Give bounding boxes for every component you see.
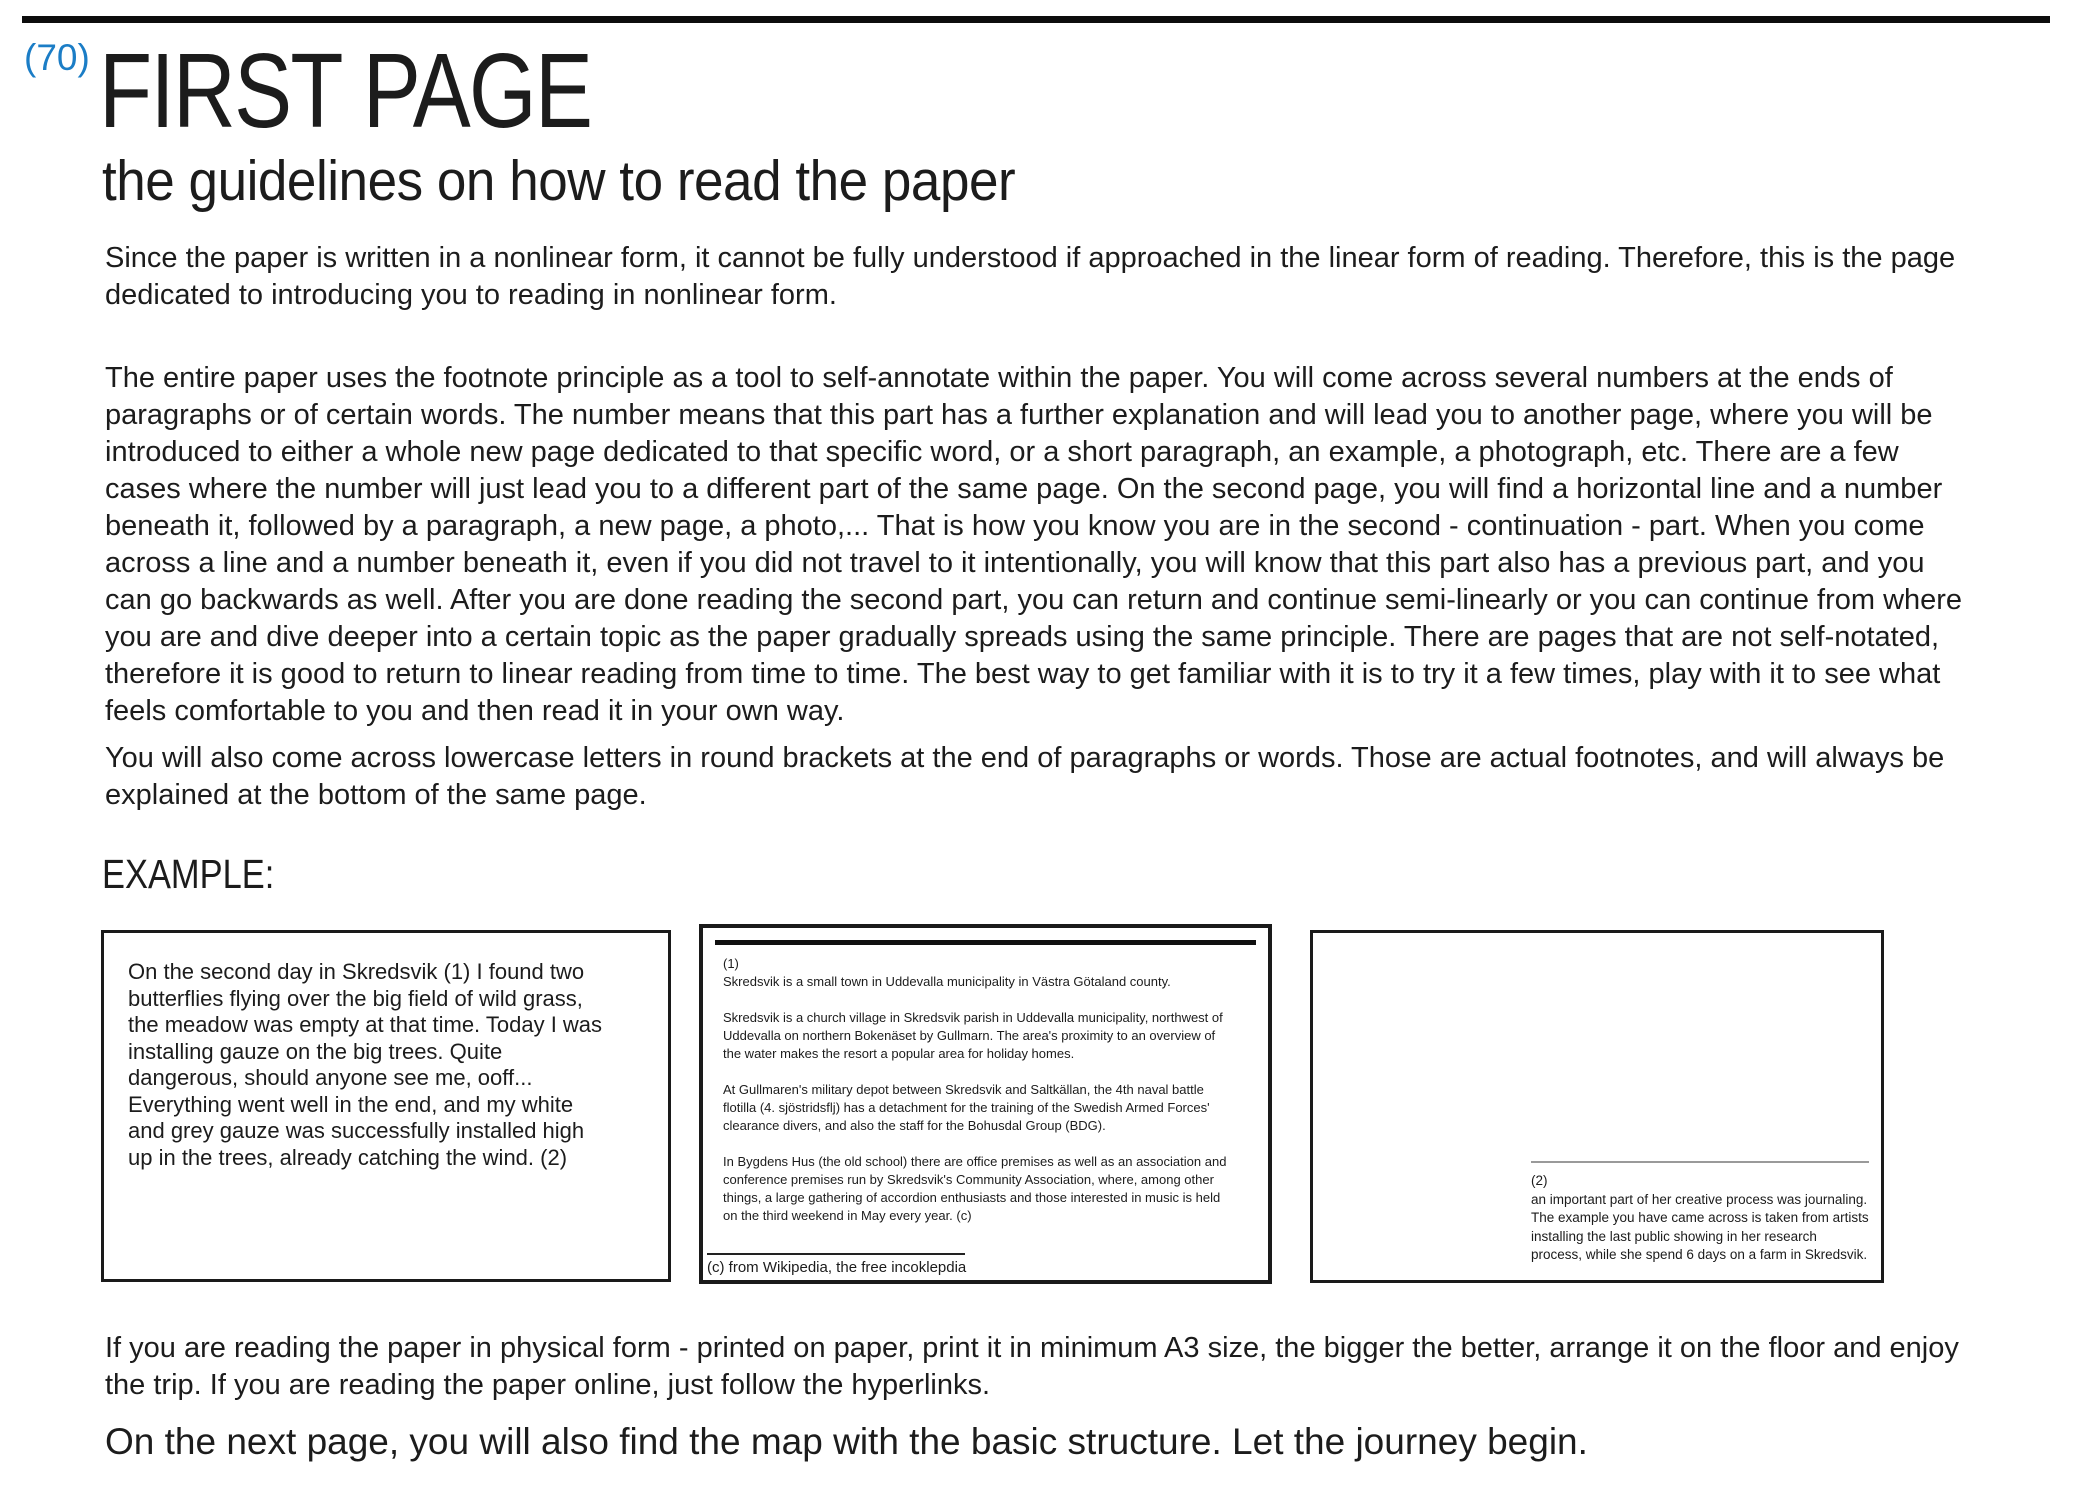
- footnote-1-paragraph: In Bygdens Hus (the old school) there are office premises as well as an association and conference premises run by Skredsvik's Community Association, where, among other things, a large gathering of accordion enthusiasts and those interested in music is held on the third weekend in May every year. (c): [723, 1154, 1227, 1223]
- page-subtitle: the guidelines on how to read the paper: [102, 149, 1016, 213]
- footnote-2-rule: [1531, 1161, 1869, 1163]
- credit-rule: [707, 1253, 965, 1255]
- example-heading: EXAMPLE:: [102, 851, 275, 897]
- print-instructions-paragraph: If you are reading the paper in physical form - printed on paper, print it in minimum A3 size, the bigger the better, arrange it on the floor and enjoy the trip. If you are reading the paper online, just follow the hyperlinks.: [105, 1332, 1959, 1401]
- intro-paragraph: Since the paper is written in a nonlinear form, it cannot be fully understood if approached in the linear form of reading. Therefore, this is the page dedicated to introducing you to reading in nonlinear form.: [105, 242, 1956, 311]
- footnote-1-paragraph: At Gullmaren's military depot between Skredsvik and Saltkällan, the 4th naval battle flotilla (4. sjöstridsflj) has a detachment for the training of the Swedish Armed Forces' clearance divers, and also the staff for the Bohusdal Group (BDG).: [723, 1082, 1210, 1133]
- continuation-line: [715, 940, 1256, 945]
- footnote-2-block: [1531, 1161, 1869, 1265]
- footnote-1-box: [699, 924, 1272, 1284]
- wikipedia-credit: [707, 1253, 966, 1277]
- footnote-1-paragraph: Skredsvik is a church village in Skredsvik parish in Uddevalla municipality, northwest of Uddevalla on northern Bokenäset by Gullmarn. The area's proximity to an overview of the water makes the resort a popular area for holiday homes.: [723, 1010, 1223, 1061]
- example-diary-box: [101, 930, 671, 1282]
- page-title: FIRST PAGE: [99, 32, 592, 150]
- footnote-1-text: [723, 955, 1236, 1225]
- footnote-1-ref: (1): [723, 956, 739, 971]
- footnote-2-box: [1310, 930, 1884, 1283]
- top-rule: [22, 16, 2050, 23]
- footnote-ref-70[interactable]: (70): [24, 37, 90, 78]
- footnote-1-paragraph: Skredsvik is a small town in Uddevalla municipality in Västra Götaland county.: [723, 974, 1171, 989]
- footnote-2-text: an important part of her creative process was journaling. The example you have came across is taken from artists installing the last public showing in her research process, while she spend 6 days on a farm in Skredsvik.: [1531, 1191, 1869, 1262]
- footnote-2-ref: (2): [1531, 1173, 1548, 1188]
- reading-principle-paragraph: The entire paper uses the footnote principle as a tool to self-annotate within the paper. You will come across several numbers at the ends of paragraphs or of certain words. The number means that this part has a further explanation and will lead you to another page, where you will be introduced to either a whole new page dedicated to that specific word, or a short paragraph, an example, a photograph, etc. There are a few cases where the number will just lead you to a different part of the same page. On the second page, you will find a horizontal line and a number beneath it, followed by a paragraph, a new page, a photo,... That is how you know you are in the second - continuation - part. When you come across a line and a number beneath it, even if you did not travel to it intentionally, you will know that this part also has a previous part, and you can go backwards as well. After you are done reading the second part, you can return and continue semi-linearly or you can continue from where you are and dive deeper into a certain topic as the paper gradually spreads using the same principle. There are pages that are not self-notated, therefore it is good to return to linear reading from time to time. The best way to get familiar with it is to try it a few times, play with it to see what feels comfortable to you and then read it in your own way.: [105, 362, 1963, 727]
- diary-text: On the second day in Skredsvik (1) I found two butterflies flying over the big field of wild grass, the meadow was empty at that time. Today I was installing gauze on the big trees. Quite dangerous, should anyone see me, ooff... Everything went well in the end, and my white and grey gauze was successfully installed high up in the trees, already catching the wind. (2): [128, 959, 603, 1170]
- closing-note: On the next page, you will also find the map with the basic structure. Let the journey begin.: [105, 1421, 1588, 1462]
- credit-text: (c) from Wikipedia, the free incoklepdia: [707, 1259, 967, 1276]
- footnotes-explanation-paragraph: You will also come across lowercase letters in round brackets at the end of paragraphs or words. Those are actual footnotes, and will always be explained at the bottom of the same page.: [105, 742, 1945, 811]
